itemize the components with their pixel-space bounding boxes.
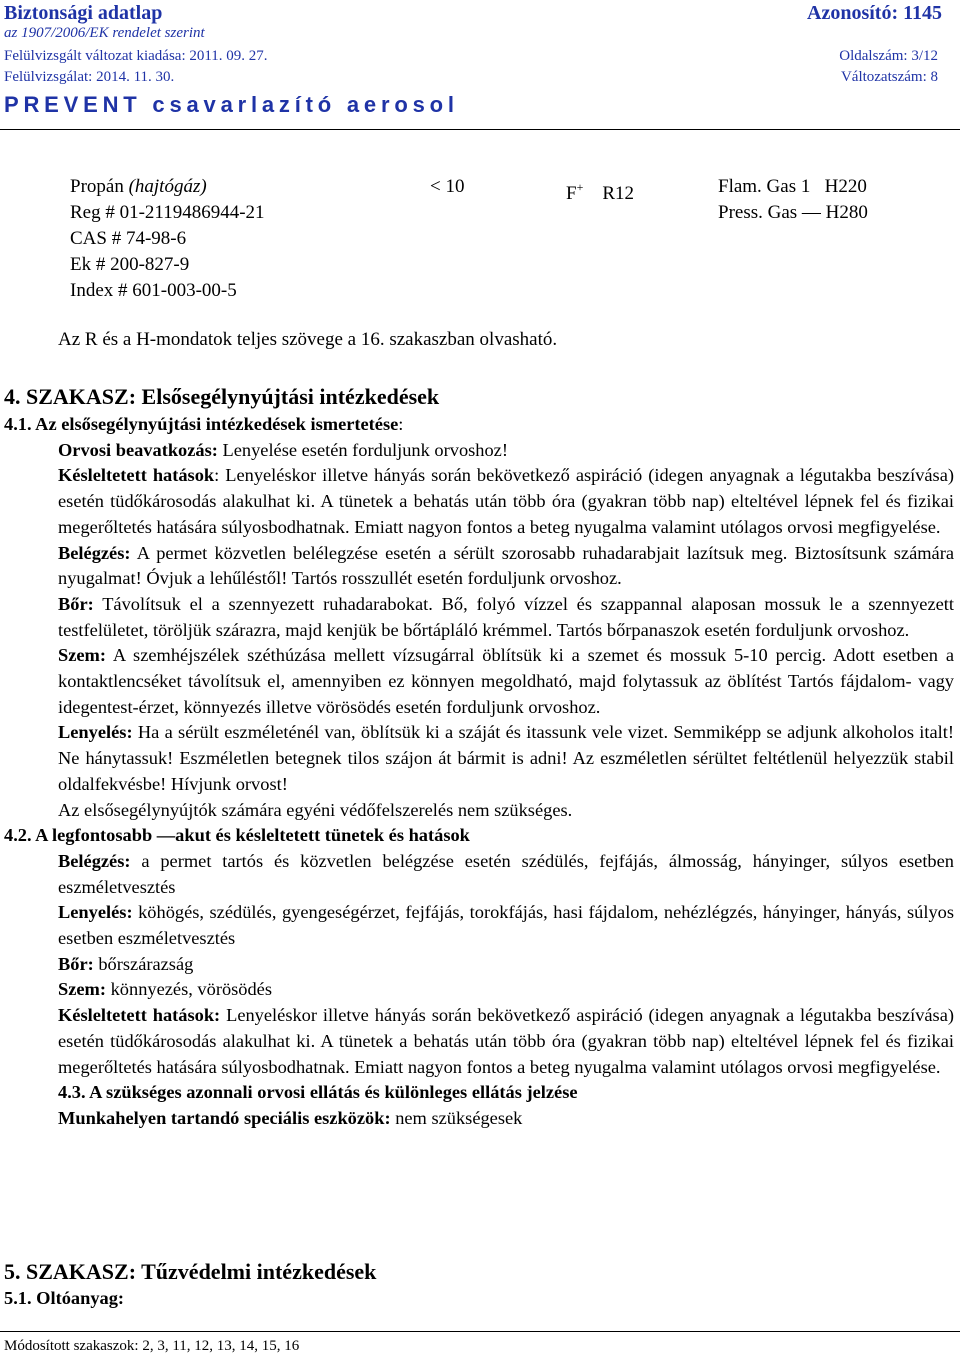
modified-sections: Módosított szakaszok: 2, 3, 11, 12, 13, 14, 15, 16 (4, 1338, 300, 1354)
inhalation-text: A permet közvetlen belélegzése esetén a sérült szorosabb ruhadarabjait lazítsuk meg. Biztosítsunk számára nyugalmat! Óvjuk a lehűléstől! Tartós rosszullét esetén forduljunk orvoshoz. (58, 542, 954, 589)
ppe-text: Az elsősegélynyújtók számára egyéni védőfelszerelés nem szükséges. (58, 799, 573, 820)
version-number: Változatszám: 8 (840, 69, 938, 85)
symptom-delayed-text: Lenyeléskor illetve hányás során bekövetkező aspiráció (idegen anyagnak a légutakba beszívása) esetén tüdőkárosodás alakulhat ki. A tünetek a behatás után több óra (gyakran több nap) elteltével lépnek fel és fizikai megerőltetés hatására súlyosbodhatnak. Emiatt nagyon fontos a beteg nyugalma valamint utólagos orvosi megfigyelése. (58, 1005, 954, 1077)
symptom-ingestion-paragraph (0, 900, 960, 951)
symptom-eye-label: Szem: (58, 979, 106, 1000)
delayed-paragraph (0, 463, 960, 540)
symptom-skin-paragraph (0, 952, 960, 978)
inhalation-paragraph (0, 541, 960, 592)
medical-label: Orvosi beavatkozás: (58, 439, 218, 460)
clp-class-2: Press. Gas (718, 202, 798, 223)
component-role: (hajtógáz) (128, 176, 207, 197)
product-name: PREVENT csavarlazító aerosol (4, 92, 459, 117)
symptom-ingestion-text: köhögés, szédülés, gyengeségérzet, fejfájás, torokfájás, hasi fájdalom, nehézlégzés, hányinger, hányás, súlyos esetben eszméletvesztés (58, 902, 954, 949)
inhalation-label: Belégzés: (58, 542, 131, 563)
h-statement-1: H220 (824, 176, 867, 197)
ingestion-text: Ha a sérült eszméleténél van, öblítsük ki a száját és itassunk vele vizet. Semmiképp se adjunk alkoholos italt! Ne hánytassuk! Eszméletlen betegnek tilos szájon át bármit is adni! Az eszméletlen sérültet feltétlenül helyezzük stabil oldalfekvésbe! Hívjunk orvost! (58, 722, 954, 794)
component-cas: CAS # 74-98-6 (70, 228, 187, 249)
section-4-1-title: 4.1. Az elsősegélynyújtási intézkedések ismertetése (4, 414, 399, 434)
section-4-1-heading (0, 412, 960, 438)
delayed-label: Késleltetett hatások (58, 465, 215, 486)
component-ek: Ek # 200-827-9 (70, 254, 190, 275)
symptom-delayed-paragraph (0, 1003, 960, 1080)
section-4-2-title: 4.2. A legfontosabb —akut és késleltetett tünetek és hatások (4, 825, 470, 846)
document-header (0, 2, 960, 24)
ingestion-label: Lenyelés: (58, 722, 133, 743)
skin-text: Távolítsuk el a szennyezett ruhadarabokat. Bő, folyó vízzel és szappannal alaposan mossuk le a szennyezett testfelületet, töröljük szárazra, majd kenjük be bőrtápláló krémmel. Tartós bőrpanaszok esetén forduljunk orvoshoz. (58, 593, 955, 640)
phrases-note-text: Az R és a H-mondatok teljes szövege a 16. szakaszban olvasható. (58, 329, 558, 350)
document-id: Azonosító: 1145 (807, 2, 942, 24)
section-4 (0, 383, 960, 1132)
section-5-1-title: 5.1. Oltóanyag: (4, 1288, 125, 1308)
symptom-eye-text: könnyezés, vörösödés (110, 979, 273, 1000)
eye-text: A szemhéjszélek széthúzása mellett vízsugárral öblítsük ki a szemet és mossuk 5-10 percig. Adott esetben a kontaktlencséket távolítsuk el, amennyiben ez könnyen megoldható, majd folytassuk az öblítést Tartós fájdalom- vagy idegentest-érzet, könnyezés illetve vörösödés esetén forduljunk orvoshoz. (58, 645, 954, 717)
medical-paragraph (0, 438, 960, 464)
section-5 (0, 1258, 960, 1312)
symptom-eye-paragraph (0, 977, 960, 1003)
section-4-1-colon: : (398, 414, 404, 434)
component-index: Index # 601-003-00-5 (70, 280, 237, 301)
section-4-2-heading (0, 823, 960, 849)
skin-paragraph (0, 592, 960, 643)
section-5-1-heading (0, 1286, 960, 1312)
document-title: Biztonsági adatlap (4, 2, 163, 24)
symptom-inhalation-label: Belégzés: (58, 850, 131, 871)
symptom-skin-label: Bőr: (58, 953, 94, 974)
review-date: Felülvizsgálat: 2014. 11. 30. (4, 69, 175, 85)
clp-class-1: Flam. Gas 1 (718, 176, 811, 197)
hazard-symbol-sup: + (576, 180, 584, 194)
header-divider (0, 129, 960, 130)
component-reg: Reg # 01-2119486944-21 (70, 202, 265, 223)
workplace-paragraph (0, 1106, 960, 1132)
ingestion-paragraph (0, 720, 960, 797)
symptom-ingestion-label: Lenyelés: (58, 902, 133, 923)
h-statement-2: H280 (825, 202, 868, 223)
component-classification (566, 174, 634, 207)
symptom-delayed-label: Késleltetett hatások: (58, 1005, 221, 1026)
delayed-text: : Lenyeléskor illetve hányás során bekövetkező aspiráció (idegen anyagnak a légutakba beszívása) esetén tüdőkárosodás alakulhat ki. A tünetek a behatás után több óra (gyakran több nap) elteltével lépnek fel és fizikai megerőltetés hatására súlyosbodhatnak. Emiatt nagyon fontos a beteg nyugalma valamint utólagos orvosi megfigyelése. (58, 465, 954, 537)
symptom-inhalation-paragraph (0, 849, 960, 900)
component-clp: Flam. Gas 1 H220 Press. Gas — H280 (718, 176, 868, 223)
component-concentration: < 10 (430, 176, 465, 197)
r-phrase: R12 (602, 183, 635, 204)
hazard-symbol: F (566, 183, 577, 204)
footer-divider (0, 1331, 960, 1332)
component-identifiers (70, 174, 265, 304)
issue-date: Felülvizsgált változat kiadása: 2011. 09. 27. (4, 48, 268, 64)
section-4-3-heading (0, 1080, 960, 1106)
symptom-inhalation-text: a permet tartós és közvetlen belégzése esetén szédülés, fejfájás, álmosság, hányinger, súlyos esetben eszméletvesztés (58, 850, 954, 897)
section-4-3-title: 4.3. A szükséges azonnali orvosi ellátás és különleges ellátás jelzése (58, 1082, 578, 1103)
workplace-label: Munkahelyen tartandó speciális eszközök: (58, 1107, 391, 1128)
section-5-title: 5. SZAKASZ: Tűzvédelmi intézkedések (4, 1259, 377, 1284)
component-name: Propán (70, 176, 124, 197)
section-4-title: 4. SZAKASZ: Elsősegélynyújtási intézkedések (4, 384, 440, 409)
workplace-text: nem szükségesek (395, 1107, 523, 1128)
page-number: Oldalszám: 3/12 (839, 48, 938, 64)
eye-label: Szem: (58, 645, 106, 666)
medical-text: Lenyelése esetén forduljunk orvoshoz! (222, 439, 508, 460)
phrases-note (0, 327, 960, 353)
eye-paragraph (0, 643, 960, 720)
skin-label: Bőr: (58, 593, 94, 614)
regulation-text: az 1907/2006/EK rendelet szerint (4, 25, 205, 41)
symptom-skin-text: bőrszárazság (98, 953, 194, 974)
